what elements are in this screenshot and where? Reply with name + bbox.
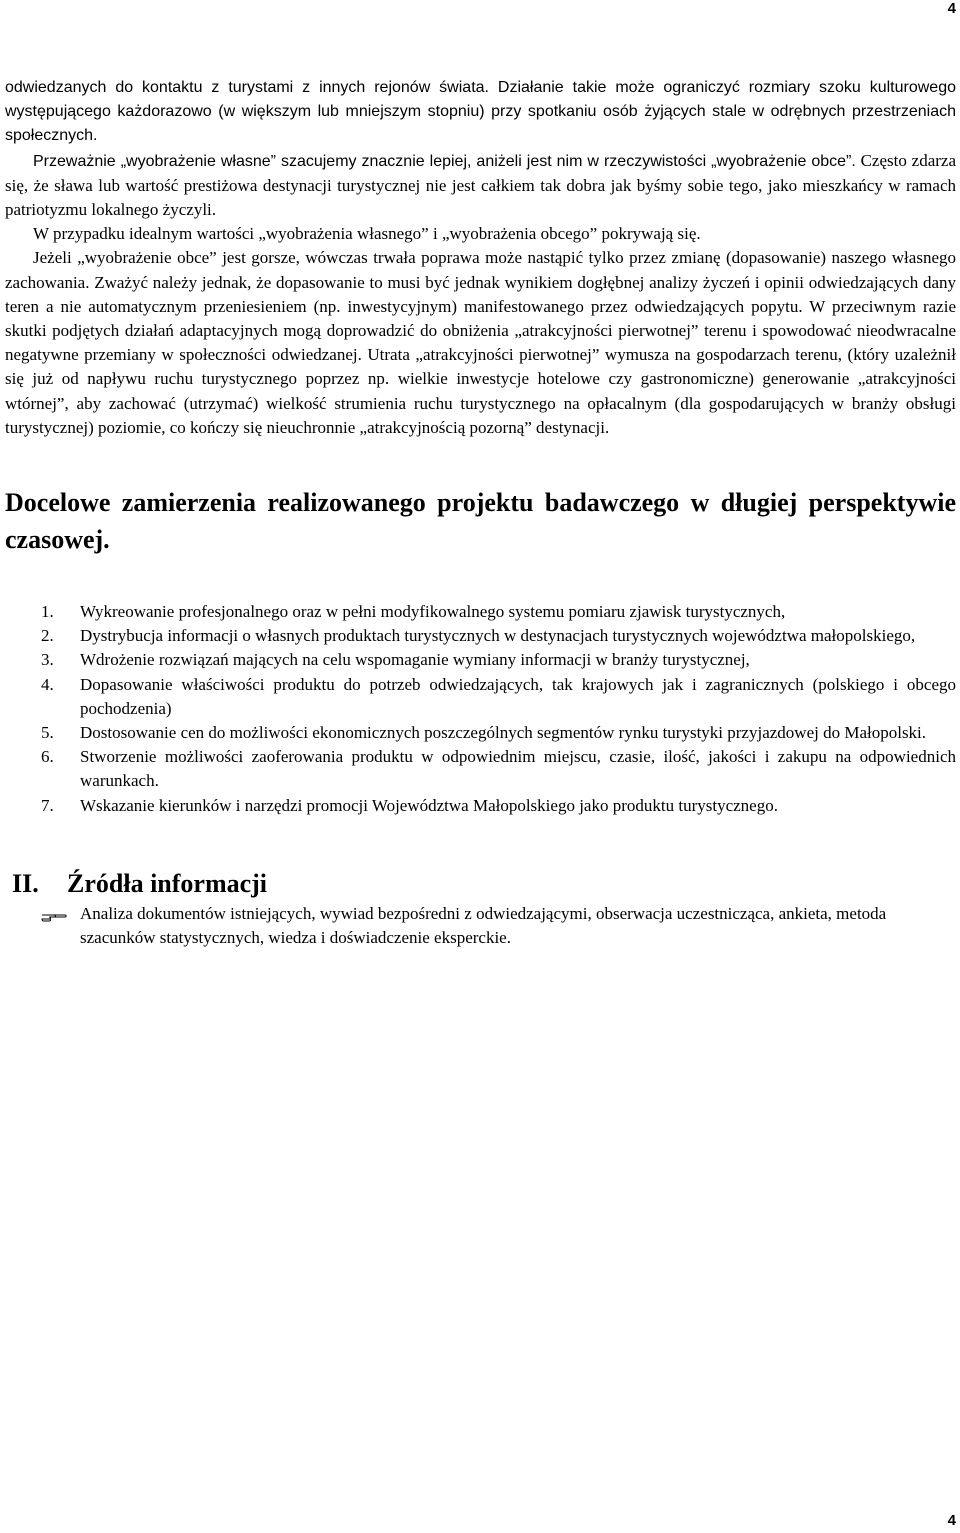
goal-number: 3. bbox=[41, 650, 54, 670]
goals-list bbox=[5, 600, 956, 818]
goal-number: 1. bbox=[41, 602, 54, 622]
goal-text: Wdrożenie rozwiązań mających na celu wspomaganie wymiany informacji w branży turystycznej, bbox=[80, 650, 750, 670]
sources-heading-title: Źródła informacji bbox=[67, 868, 268, 898]
paragraph-cultural-shock: odwiedzanych do kontaktu z turystami z innych rejonów świata. Działanie takie może ograniczyć rozmiary szoku kulturowego występującego każdorazowo (w większym lub mniejszym stopniu) przy spotkaniu osób żyjących stale w odrębnych przestrzeniach społecznych. bbox=[5, 79, 956, 145]
sources-heading-numeral: II. bbox=[12, 868, 39, 898]
goal-number: 6. bbox=[41, 747, 54, 767]
goal-number: 5. bbox=[41, 723, 54, 743]
goal-text: Dystrybucja informacji o własnych produktach turystycznych w destynacjach turystycznych województwa małopolskiego, bbox=[80, 626, 916, 646]
paragraph-self-image-lead: Przeważnie „wyobrażenie własne” szacujemy znacznie lepiej, aniżeli jest nim w rzeczywistości „wyobrażenie obce”. bbox=[33, 152, 856, 170]
goals-list-item bbox=[5, 794, 956, 818]
paragraph-adaptation: Jeżeli „wyobrażenie obce” jest gorsze, wówczas trwała poprawa może nastąpić tylko przez zmianę (dopasowanie) naszego własnego zachowania. Zważyć należy jednak, że dopasowanie to musi być jednak wynikiem dogłębnej analizy życzeń i opinii odwiedzających dany teren a nie automatycznym przeniesieniem (np. inwestycyjnym) manifestowanego przez odwiedzających popytu. W przeciwnym razie skutki podjętych działań adaptacyjnych mogą doprowadzić do obniżenia „atrakcyjności pierwotnej” terenu i spowodować nieodwracalne negatywne przemiany w społeczności odwiedzanej. Utrata „atrakcyjności pierwotnej” wymusza na gospodarzach terenu, (który uzależnił się już od napływu ruchu turystycznego poprzez np. wielkie inwestycje hotelowe czy gastronomiczne) generowanie „atrakcyjności wtórnej”, aby zachować (utrzymać) wielkość strumienia ruchu turystycznego na opłacalnym (dla gospodarujących w branży obsługi turystycznej) poziomie, co kończy się nieuchronnie „atrakcyjnością pozorną” destynacji. bbox=[5, 248, 956, 437]
sources-heading bbox=[5, 866, 956, 902]
paragraph-self-image bbox=[5, 149, 956, 223]
goals-heading: Docelowe zamierzenia realizowanego projektu badawczego w długiej perspektywie czasowej. bbox=[5, 488, 956, 555]
goal-text: Stworzenie możliwości zaoferowania produktu w odpowiednim miejscu, czasie, ilość, jakości i zakupu na odpowiednich warunkach. bbox=[80, 747, 956, 791]
goals-list-item bbox=[5, 745, 956, 793]
goal-number: 7. bbox=[41, 795, 54, 815]
sources-bullet-item bbox=[5, 902, 956, 950]
goal-text: Wskazanie kierunków i narzędzi promocji Województwa Małopolskiego jako produktu turystycznego. bbox=[80, 795, 778, 815]
goal-text: Dostosowanie cen do możliwości ekonomicznych poszczególnych segmentów rynku turystyki przyjazdowej do Małopolski. bbox=[80, 723, 927, 743]
paragraph-ideal-case: W przypadku idealnym wartości „wyobrażenia własnego” i „wyobrażenia obcego” pokrywają się. bbox=[33, 224, 701, 244]
goals-list-item bbox=[5, 721, 956, 745]
paragraph-self-image-rest: Często zdarza się, że sława lub wartość prestiżowa destynacji turystycznej nie jest całkiem tak dobra jak byśmy sobie tego, jako mieszkańcy w ramach patriotyzmu lokalnego życzyli. bbox=[5, 150, 956, 220]
goals-list-item bbox=[5, 624, 956, 648]
goal-text: Wykreowanie profesjonalnego oraz w pełni modyfikowalnego systemu pomiaru zjawisk turystycznych, bbox=[80, 602, 786, 622]
goal-number: 4. bbox=[41, 674, 54, 694]
goals-list-item bbox=[5, 648, 956, 672]
goals-list-item bbox=[5, 673, 956, 721]
page-number-bottom: 4 bbox=[947, 1512, 956, 1529]
goal-text: Dopasowanie właściwości produktu do potrzeb odwiedzających, tak krajowych jak i zagranicznych (polskiego i obcego pochodzenia) bbox=[80, 674, 956, 718]
pointing-hand-icon bbox=[41, 907, 67, 921]
goals-list-item bbox=[5, 600, 956, 624]
document-body bbox=[5, 76, 956, 950]
page-number-top: 4 bbox=[947, 0, 956, 17]
sources-bullet-text: Analiza dokumentów istniejących, wywiad bezpośredni z odwiedzającymi, obserwacja uczestnicząca, ankieta, metoda szacunków statystycznych, wiedza i doświadczenie eksperckie. bbox=[80, 903, 887, 948]
goal-number: 2. bbox=[41, 626, 54, 646]
